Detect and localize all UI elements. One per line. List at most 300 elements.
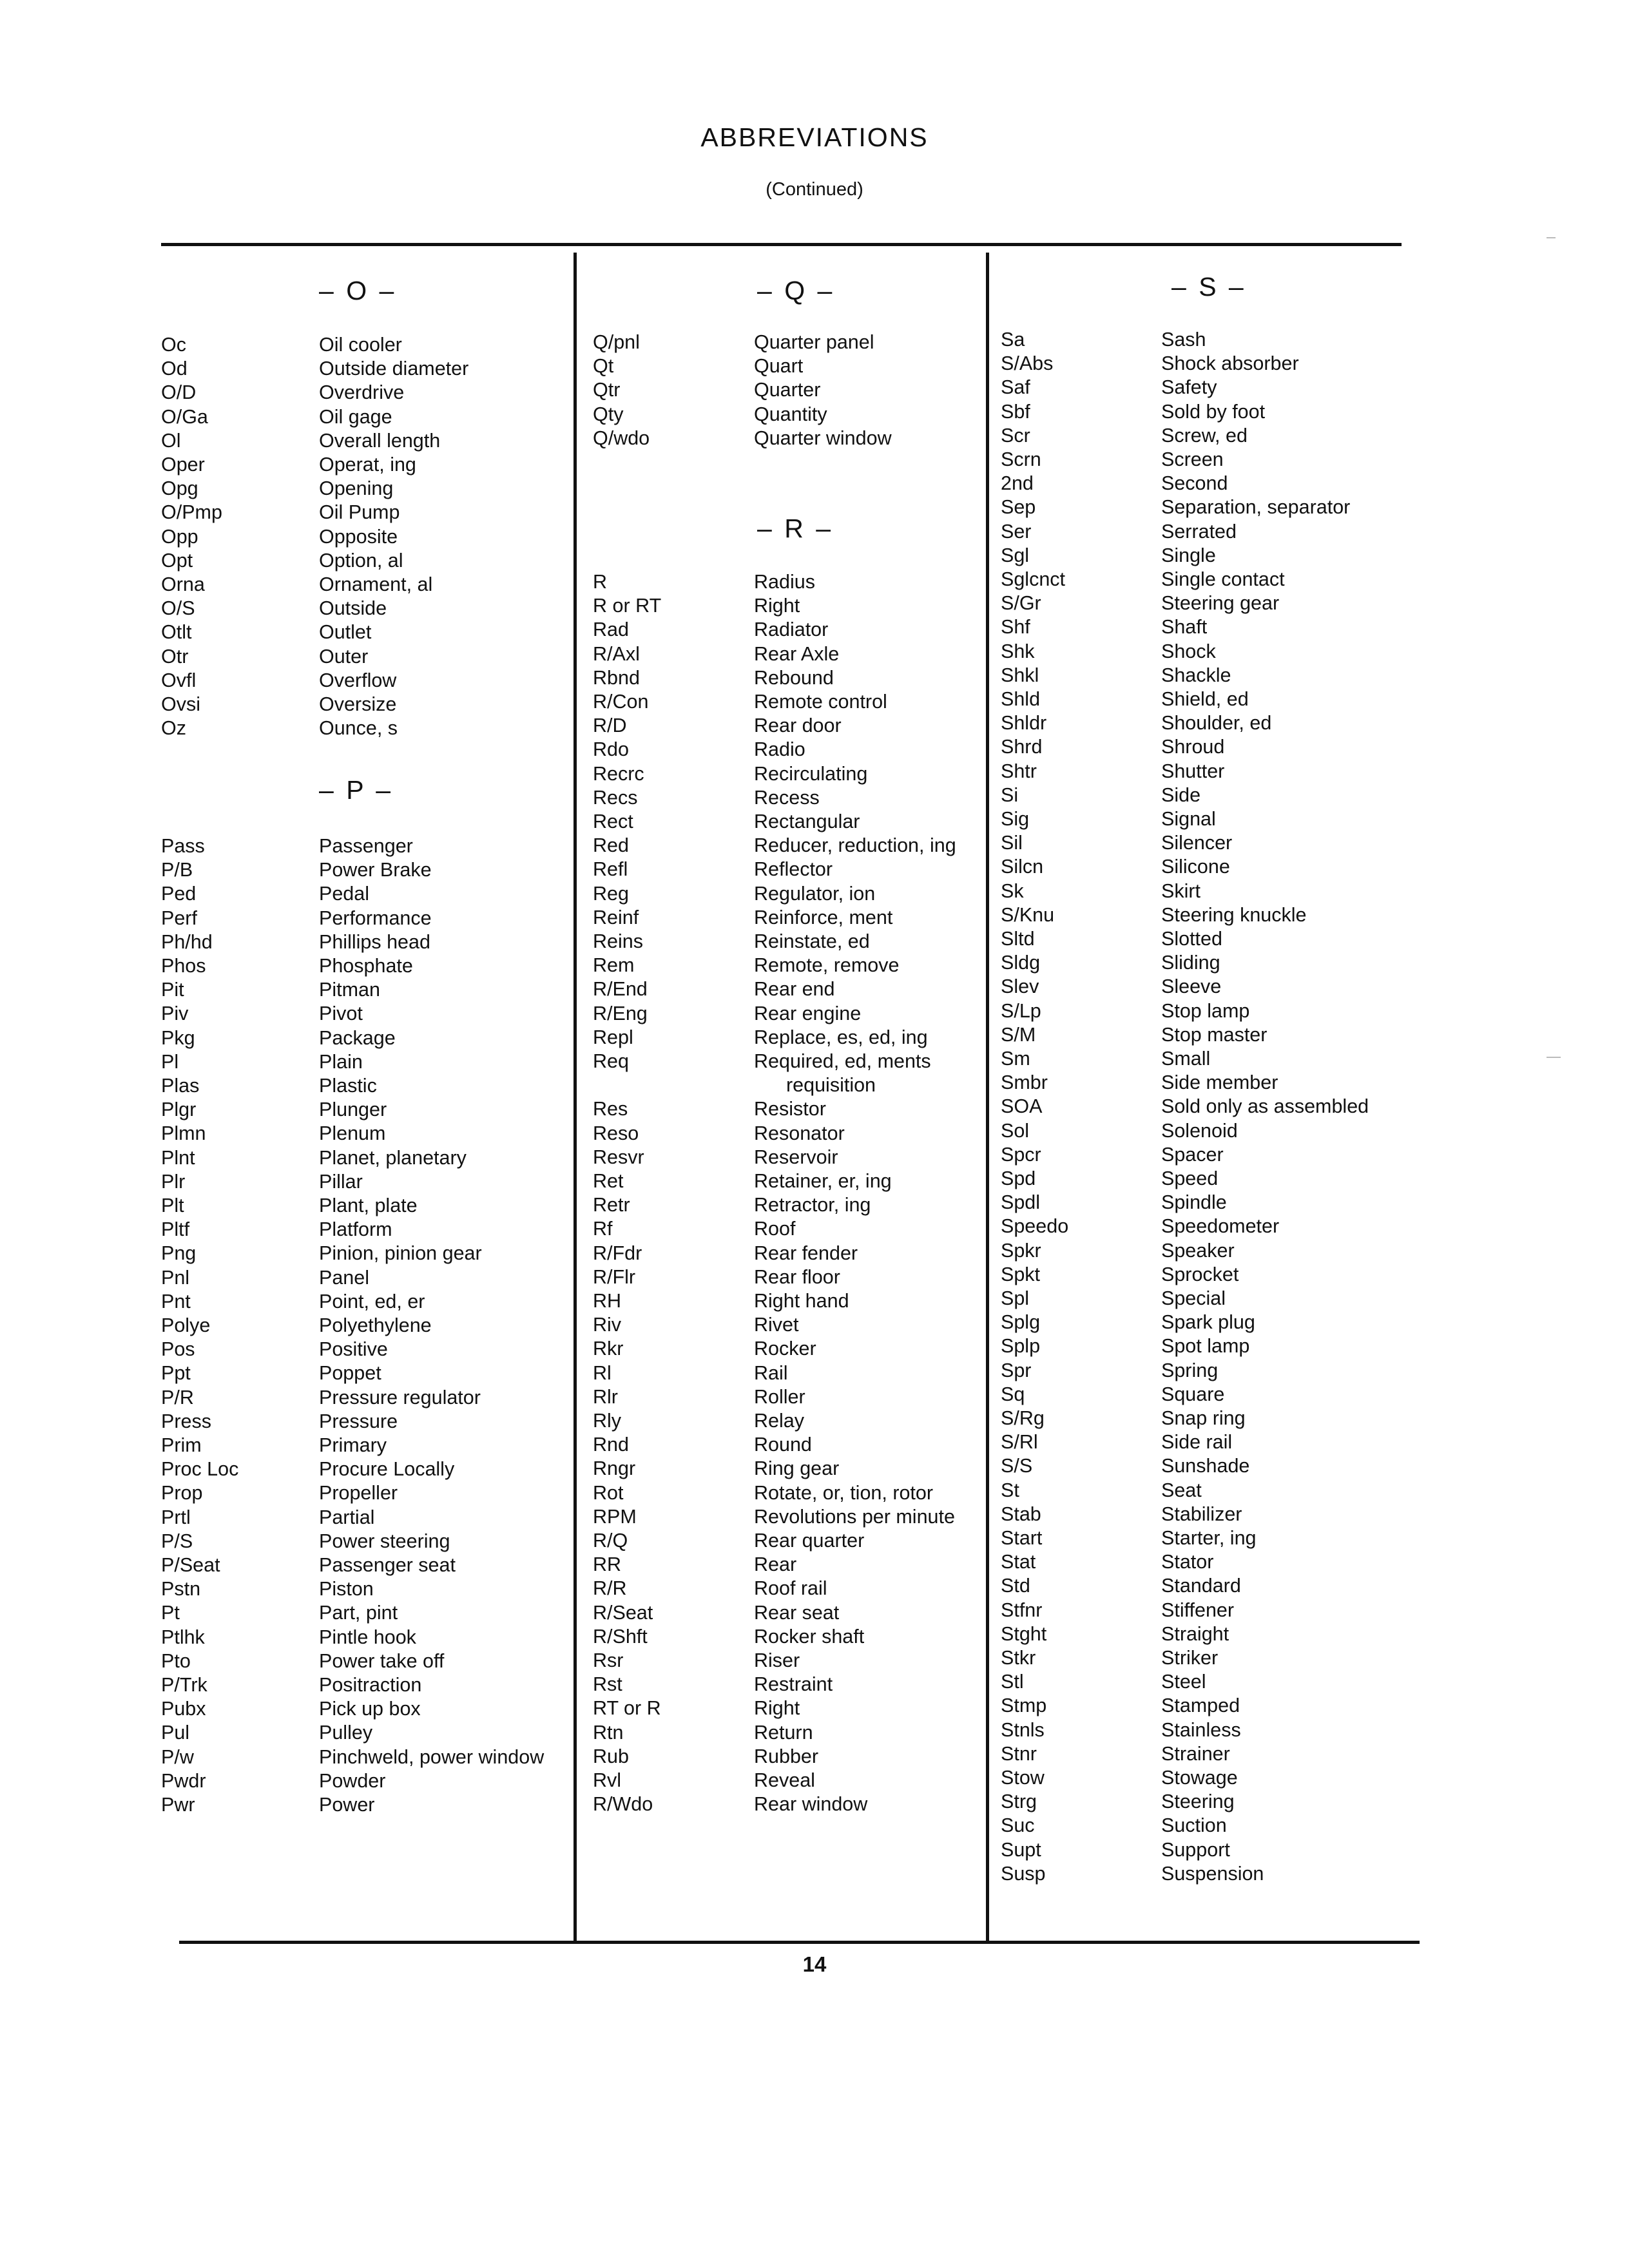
abbreviation: Sltd	[1001, 928, 1035, 950]
abbreviation: Rnd	[593, 1434, 629, 1456]
abbreviation-meaning: Sleeve	[1161, 975, 1222, 998]
abbreviation: Spcr	[1001, 1143, 1041, 1166]
abbreviation-meaning: Plastic	[319, 1075, 377, 1097]
abbreviation: R/End	[593, 978, 648, 1001]
abbreviation: Slev	[1001, 975, 1039, 998]
abbreviation-meaning: Radius	[754, 571, 815, 593]
abbreviation: Pto	[161, 1649, 191, 1672]
abbreviation: Reso	[593, 1122, 639, 1144]
abbreviation: P/Seat	[161, 1554, 220, 1576]
abbreviation: Pltf	[161, 1218, 190, 1241]
abbreviation: Pass	[161, 835, 205, 857]
abbreviation-meaning: Single	[1161, 544, 1216, 566]
abbreviation-meaning: Special	[1161, 1287, 1226, 1309]
abbreviation-meaning: Sunshade	[1161, 1455, 1250, 1477]
abbreviation-meaning: Oil Pump	[319, 501, 400, 524]
abbreviation-meaning: Skirt	[1161, 879, 1200, 902]
abbreviation: Shk	[1001, 640, 1035, 662]
abbreviation-meaning: Rotate, or, tion, rotor	[754, 1481, 934, 1504]
abbreviation: Ovfl	[161, 669, 197, 691]
abbreviation: Supt	[1001, 1838, 1041, 1861]
abbreviation: P/B	[161, 859, 193, 881]
abbreviation: Sk	[1001, 879, 1024, 902]
abbreviation: Strg	[1001, 1791, 1037, 1813]
abbreviation: Shldr	[1001, 712, 1047, 735]
abbreviation: Piv	[161, 1003, 189, 1025]
abbreviation: Si	[1001, 783, 1019, 806]
abbreviation: Retr	[593, 1194, 630, 1216]
abbreviation-meaning: Sliding	[1161, 952, 1220, 974]
abbreviation: Stow	[1001, 1767, 1045, 1789]
abbreviation-meaning: Passenger seat	[319, 1554, 456, 1576]
abbreviation-meaning: Suction	[1161, 1814, 1227, 1837]
abbreviation: R/Con	[593, 691, 649, 713]
abbreviation-meaning: Side	[1161, 783, 1201, 806]
abbreviation-meaning: Steering	[1161, 1791, 1235, 1813]
abbreviation-meaning: Rear floor	[754, 1265, 840, 1288]
abbreviation-meaning: Rivet	[754, 1314, 799, 1336]
abbreviation-meaning: Suspension	[1161, 1862, 1264, 1885]
abbreviation: Stght	[1001, 1622, 1047, 1645]
abbreviation-meaning: Positraction	[319, 1674, 422, 1696]
abbreviation-meaning: Rocker	[754, 1338, 816, 1360]
abbreviation: Ppt	[161, 1362, 191, 1385]
section-heading: – S –	[1171, 272, 1246, 302]
abbreviation-meaning: Ornament, al	[319, 573, 433, 595]
abbreviation: O/S	[161, 597, 195, 620]
abbreviation: Stab	[1001, 1503, 1041, 1525]
abbreviation: S/Gr	[1001, 592, 1041, 615]
abbreviation: Scr	[1001, 424, 1030, 447]
abbreviation-meaning: Quart	[754, 355, 804, 378]
abbreviation-meaning: Rear window	[754, 1793, 868, 1816]
abbreviation-meaning: Steering gear	[1161, 592, 1280, 615]
abbreviation-meaning: Sprocket	[1161, 1263, 1239, 1285]
abbreviation-meaning: Opening	[319, 477, 394, 500]
abbreviation: Silcn	[1001, 856, 1044, 878]
abbreviation: Spd	[1001, 1168, 1036, 1189]
abbreviation: Pos	[161, 1338, 195, 1361]
abbreviation-meaning: Polyethylene	[319, 1314, 432, 1336]
abbreviation: Od	[161, 358, 188, 380]
abbreviation: O/Ga	[161, 405, 208, 428]
abbreviation: R/Shft	[593, 1625, 648, 1648]
abbreviation-meaning: Power steering	[319, 1530, 450, 1552]
abbreviation-meaning: Pinchweld, power window	[319, 1745, 545, 1768]
abbreviation: Reg	[593, 882, 629, 905]
abbreviation-meaning: Stiffener	[1161, 1599, 1235, 1621]
abbreviation: Ph/hd	[161, 930, 213, 953]
bottom-rule	[179, 1941, 1420, 1944]
abbreviation: Sol	[1001, 1119, 1030, 1142]
abbreviation: Shkl	[1001, 664, 1039, 686]
abbreviation-meaning: Right hand	[754, 1290, 849, 1312]
abbreviation: Red	[593, 834, 629, 857]
abbreviation: Stnls	[1001, 1718, 1045, 1741]
abbreviation-meaning: Shutter	[1161, 760, 1225, 782]
abbreviation-meaning: Reinstate, ed	[754, 930, 870, 952]
abbreviation-meaning: Standard	[1161, 1575, 1241, 1597]
abbreviation-meaning: Platform	[319, 1218, 392, 1241]
abbreviation-meaning: Stowage	[1161, 1767, 1238, 1789]
abbreviation-meaning: Reservoir	[754, 1146, 838, 1168]
abbreviation: Ped	[161, 883, 197, 905]
abbreviation: Prtl	[161, 1506, 191, 1528]
abbreviation: Polye	[161, 1314, 211, 1336]
abbreviation: Sq	[1001, 1383, 1025, 1405]
abbreviation: Phos	[161, 955, 206, 977]
abbreviation-meaning: Pedal	[319, 883, 370, 905]
abbreviation-meaning: Package	[319, 1026, 396, 1049]
abbreviation-meaning: Rebound	[754, 666, 834, 689]
abbreviation: Pl	[161, 1050, 179, 1073]
abbreviation-meaning: Silencer	[1161, 832, 1233, 854]
abbreviation: Sglcnct	[1001, 568, 1066, 590]
abbreviation-meaning: Power	[319, 1794, 375, 1816]
abbreviation: Prim	[161, 1434, 202, 1456]
abbreviation-meaning: Shoulder, ed	[1161, 712, 1272, 735]
abbreviation-meaning: Operat, ing	[319, 454, 416, 476]
abbreviation: Sm	[1001, 1048, 1030, 1070]
abbreviation: Riv	[593, 1314, 622, 1336]
abbreviation: Scrn	[1001, 448, 1041, 470]
abbreviation-meaning: Spring	[1161, 1359, 1219, 1381]
abbreviation: Plt	[161, 1195, 184, 1216]
abbreviation: P/R	[161, 1386, 194, 1408]
abbreviation: Pwr	[161, 1794, 195, 1816]
abbreviation-meaning: Point, ed, er	[319, 1290, 425, 1312]
abbreviation-meaning: Recess	[754, 786, 820, 809]
abbreviation-meaning: Sold by foot	[1161, 400, 1266, 423]
abbreviation: S/Rg	[1001, 1407, 1045, 1429]
abbreviation-meaning: Rear fender	[754, 1242, 858, 1264]
section-heading: – R –	[757, 514, 833, 543]
abbreviation-meaning: Return	[754, 1721, 813, 1744]
abbreviation: Spl	[1001, 1287, 1030, 1309]
abbreviation-meaning: Resistor	[754, 1098, 826, 1120]
abbreviation-meaning: Roof rail	[754, 1577, 827, 1600]
abbreviation: Rub	[593, 1745, 629, 1767]
abbreviation-meaning: Stamped	[1161, 1695, 1240, 1717]
abbreviation: O/D	[161, 381, 197, 404]
abbreviation-meaning: Powder	[319, 1769, 386, 1792]
abbreviation-meaning: Pinion, pinion gear	[319, 1242, 482, 1265]
abbreviation-meaning: Starter, ing	[1161, 1527, 1257, 1549]
abbreviation-meaning: Restraint	[754, 1673, 833, 1696]
abbreviation: Otlt	[161, 621, 192, 644]
abbreviation: Pubx	[161, 1698, 206, 1720]
abbreviation-meaning: Rail	[754, 1361, 788, 1384]
section-heading: – O –	[319, 276, 397, 305]
abbreviation: P/Trk	[161, 1674, 207, 1696]
abbreviation: Rect	[593, 811, 633, 832]
abbreviation: Plr	[161, 1170, 186, 1193]
abbreviation: Spkr	[1001, 1239, 1041, 1262]
abbreviation: R/Axl	[593, 642, 640, 665]
abbreviation: Oz	[161, 717, 186, 740]
scan-mark	[1547, 1057, 1561, 1058]
abbreviation: Repl	[593, 1026, 633, 1048]
abbreviation-meaning: Partial	[319, 1506, 375, 1528]
abbreviation-meaning: Shock absorber	[1161, 352, 1299, 375]
abbreviation: S/S	[1001, 1455, 1033, 1477]
abbreviation-meaning: Replace, es, ed, ing	[754, 1026, 928, 1048]
abbreviation: Rly	[593, 1410, 622, 1432]
abbreviation: Rbnd	[593, 666, 640, 689]
abbreviation: R/Seat	[593, 1601, 653, 1624]
abbreviation-meaning: Rear Axle	[754, 642, 840, 665]
abbreviation-meaning: Radiator	[754, 619, 829, 641]
abbreviation-meaning: Round	[754, 1434, 812, 1456]
abbreviation: Qty	[593, 403, 624, 425]
abbreviation-meaning: Speaker	[1161, 1239, 1235, 1262]
abbreviation: Sbf	[1001, 400, 1030, 423]
abbreviation: Pstn	[161, 1578, 201, 1600]
abbreviation: Q/pnl	[593, 331, 640, 353]
abbreviation: Opt	[161, 549, 193, 572]
abbreviation: Splg	[1001, 1311, 1041, 1334]
abbreviation: Rf	[593, 1218, 613, 1240]
column-divider-1	[574, 253, 577, 1941]
abbreviation-meaning: Sold only as assembled	[1161, 1095, 1369, 1118]
abbreviation-meaning: Remote, remove	[754, 954, 900, 977]
abbreviation: Pwdr	[161, 1769, 206, 1792]
abbreviation-meaning: Stop lamp	[1161, 999, 1250, 1022]
abbreviation-meaning: Spindle	[1161, 1191, 1227, 1214]
abbreviation: Splp	[1001, 1335, 1041, 1358]
abbreviation: R/Q	[593, 1530, 628, 1552]
abbreviation-meaning: requisition	[786, 1074, 876, 1097]
abbreviation-meaning: Part, pint	[319, 1602, 398, 1624]
abbreviation-meaning: Rear quarter	[754, 1530, 865, 1552]
abbreviation-meaning: Rear	[754, 1553, 797, 1576]
abbreviation: Spkt	[1001, 1263, 1041, 1285]
abbreviation-meaning: Slotted	[1161, 928, 1222, 950]
abbreviation: R/D	[593, 715, 627, 737]
abbreviation-meaning: Procure Locally	[319, 1458, 455, 1481]
abbreviation: Oc	[161, 334, 186, 356]
abbreviation: 2nd	[1001, 472, 1034, 495]
abbreviation-meaning: Ounce, s	[319, 717, 398, 740]
abbreviation: S/Rl	[1001, 1431, 1038, 1454]
abbreviation-meaning: Shackle	[1161, 664, 1231, 686]
abbreviation: RR	[593, 1553, 622, 1576]
abbreviation: Rad	[593, 619, 629, 641]
abbreviation: Press	[161, 1410, 211, 1432]
abbreviation-meaning: Outer	[319, 645, 369, 668]
abbreviation: Reins	[593, 930, 643, 952]
page-subtitle: (Continued)	[766, 179, 863, 200]
abbreviation-meaning: Resonator	[754, 1122, 845, 1144]
abbreviation-meaning: Signal	[1161, 808, 1216, 830]
abbreviation-meaning: Reinforce, ment	[754, 906, 893, 928]
abbreviation: Recs	[593, 786, 638, 809]
abbreviation-meaning: Rocker shaft	[754, 1625, 865, 1648]
abbreviation-meaning: Quarter	[754, 379, 821, 401]
abbreviation-meaning: Required, ed, ments	[754, 1050, 931, 1072]
abbreviation-meaning: Spacer	[1161, 1143, 1224, 1166]
abbreviation: S/Knu	[1001, 903, 1055, 926]
abbreviation-meaning: Snap ring	[1161, 1407, 1246, 1429]
abbreviation-meaning: Serrated	[1161, 520, 1237, 543]
abbreviation: Plas	[161, 1075, 200, 1097]
abbreviation: Stat	[1001, 1551, 1036, 1573]
abbreviation: Shrd	[1001, 736, 1043, 758]
abbreviation-meaning: Quantity	[754, 403, 827, 425]
abbreviation: Rngr	[593, 1457, 636, 1480]
abbreviation: St	[1001, 1479, 1019, 1501]
abbreviation-meaning: Panel	[319, 1266, 370, 1289]
abbreviation: Ovsi	[161, 693, 200, 715]
abbreviation: R/Flr	[593, 1265, 636, 1288]
abbreviation-meaning: Quarter panel	[754, 331, 874, 353]
abbreviation: Rsr	[593, 1649, 624, 1671]
abbreviation: Qtr	[593, 379, 621, 401]
abbreviation: Ol	[161, 429, 181, 452]
abbreviation-meaning: Roof	[754, 1218, 796, 1240]
abbreviation: P/w	[161, 1745, 194, 1768]
abbreviation-meaning: Stator	[1161, 1551, 1214, 1573]
abbreviation: Shf	[1001, 616, 1030, 639]
abbreviation-meaning: Oversize	[319, 693, 397, 715]
abbreviation-meaning: Retainer, er, ing	[754, 1170, 892, 1192]
abbreviation: Sig	[1001, 808, 1030, 830]
abbreviation-meaning: Pitman	[319, 979, 380, 1001]
abbreviation: Pnl	[161, 1266, 190, 1289]
abbreviation: Shld	[1001, 688, 1041, 710]
abbreviation-meaning: Riser	[754, 1649, 800, 1671]
abbreviation: Reinf	[593, 906, 639, 928]
abbreviation-meaning: Power Brake	[319, 859, 432, 881]
abbreviation: Rot	[593, 1481, 624, 1504]
abbreviation-meaning: Second	[1161, 472, 1228, 495]
abbreviation: Suc	[1001, 1814, 1035, 1837]
abbreviation-meaning: Solenoid	[1161, 1119, 1238, 1142]
abbreviation-meaning: Planet, planetary	[319, 1146, 467, 1169]
abbreviation-meaning: Pressure regulator	[319, 1386, 481, 1408]
abbreviation-meaning: Overall length	[319, 429, 441, 452]
abbreviation-meaning: Quarter window	[754, 427, 892, 449]
abbreviation-meaning: Square	[1161, 1383, 1225, 1405]
abbreviation: Prop	[161, 1482, 203, 1504]
abbreviation-meaning: Shaft	[1161, 616, 1208, 639]
abbreviation-meaning: Phosphate	[319, 955, 413, 977]
abbreviation-meaning: Outside diameter	[319, 358, 469, 380]
abbreviation: Sa	[1001, 329, 1025, 351]
abbreviation: Susp	[1001, 1862, 1046, 1885]
abbreviation: SOA	[1001, 1095, 1043, 1118]
abbreviation-meaning: Oil gage	[319, 405, 392, 428]
abbreviation-meaning: Rear door	[754, 715, 842, 737]
abbreviation-meaning: Roller	[754, 1385, 805, 1408]
abbreviation-meaning: Ring gear	[754, 1457, 840, 1480]
abbreviation: S/M	[1001, 1023, 1036, 1046]
abbreviation-meaning: Outside	[319, 597, 387, 620]
abbreviation-meaning: Rear end	[754, 978, 835, 1001]
abbreviation: Pul	[161, 1722, 190, 1744]
abbreviation-meaning: Pick up box	[319, 1698, 421, 1720]
abbreviation: R	[593, 571, 608, 593]
abbreviation: Sgl	[1001, 544, 1030, 566]
abbreviation-meaning: Option, al	[319, 549, 403, 572]
abbreviation: Orna	[161, 573, 205, 595]
abbreviation: S/Abs	[1001, 352, 1054, 375]
abbreviation-meaning: Positive	[319, 1338, 388, 1361]
abbreviation-meaning: Steel	[1161, 1671, 1206, 1693]
abbreviation-meaning: Plunger	[319, 1099, 387, 1121]
abbreviation-meaning: Reflector	[754, 858, 833, 881]
abbreviation-meaning: Rear engine	[754, 1002, 862, 1024]
abbreviation: Rem	[593, 954, 635, 977]
abbreviation-meaning: Separation, separator	[1161, 496, 1351, 519]
abbreviation: RPM	[593, 1505, 637, 1528]
abbreviation-meaning: Right	[754, 595, 800, 617]
abbreviation: Speedo	[1001, 1215, 1069, 1238]
abbreviation-meaning: Speed	[1161, 1168, 1219, 1189]
abbreviation-meaning: Stop master	[1161, 1023, 1268, 1046]
abbreviation-meaning: Striker	[1161, 1647, 1219, 1669]
abbreviation: Saf	[1001, 376, 1030, 399]
abbreviation: Spdl	[1001, 1191, 1041, 1214]
abbreviation-meaning: Plant, plate	[319, 1195, 418, 1216]
abbreviation: Resvr	[593, 1146, 644, 1168]
abbreviation: Ret	[593, 1170, 624, 1192]
abbreviation: Sep	[1001, 496, 1036, 519]
abbreviation: Perf	[161, 907, 197, 929]
abbreviation-meaning: Spark plug	[1161, 1311, 1255, 1334]
abbreviation: Recrc	[593, 762, 644, 785]
abbreviation-meaning: Right	[754, 1697, 800, 1720]
page-number: 14	[802, 1952, 827, 1976]
abbreviation: Rlr	[593, 1385, 618, 1408]
abbreviation-meaning: Shroud	[1161, 736, 1225, 758]
abbreviation-meaning: Recirculating	[754, 762, 868, 785]
abbreviation: Stnr	[1001, 1742, 1037, 1765]
abbreviation-meaning: Primary	[319, 1434, 387, 1456]
abbreviation-meaning: Screen	[1161, 448, 1224, 470]
abbreviation: Ptlhk	[161, 1626, 205, 1648]
abbreviation-meaning: Pulley	[319, 1722, 373, 1744]
abbreviation-meaning: Outlet	[319, 621, 372, 644]
abbreviation-meaning: Safety	[1161, 376, 1217, 399]
abbreviation-meaning: Power take off	[319, 1649, 445, 1672]
abbreviation: Rdo	[593, 738, 629, 761]
abbreviation-meaning: Pivot	[319, 1003, 363, 1025]
abbreviation-meaning: Reducer, reduction, ing	[754, 834, 956, 857]
abbreviation-meaning: Relay	[754, 1410, 804, 1432]
abbreviation: RH	[593, 1290, 622, 1312]
abbreviation: Sil	[1001, 832, 1023, 854]
abbreviation-meaning: Plenum	[319, 1122, 386, 1145]
abbreviation: Shtr	[1001, 760, 1037, 782]
abbreviation-meaning: Support	[1161, 1838, 1230, 1861]
abbreviation: Req	[593, 1050, 629, 1072]
abbreviation-meaning: Shock	[1161, 640, 1216, 662]
abbreviation-meaning: Single contact	[1161, 568, 1285, 590]
abbreviation-meaning: Steering knuckle	[1161, 903, 1307, 926]
abbreviation-meaning: Phillips head	[319, 930, 430, 953]
abbreviation-meaning: Oil cooler	[319, 334, 402, 356]
abbreviation: Opg	[161, 477, 198, 500]
abbreviation: Oper	[161, 454, 205, 476]
abbreviation: Pt	[161, 1602, 180, 1624]
abbreviation: Stmp	[1001, 1695, 1047, 1717]
abbreviation-meaning: Overdrive	[319, 381, 405, 404]
abbreviation: S/Lp	[1001, 999, 1041, 1022]
abbreviation-meaning: Poppet	[319, 1362, 381, 1385]
abbreviation: Png	[161, 1242, 197, 1265]
abbreviation-meaning: Seat	[1161, 1479, 1202, 1501]
